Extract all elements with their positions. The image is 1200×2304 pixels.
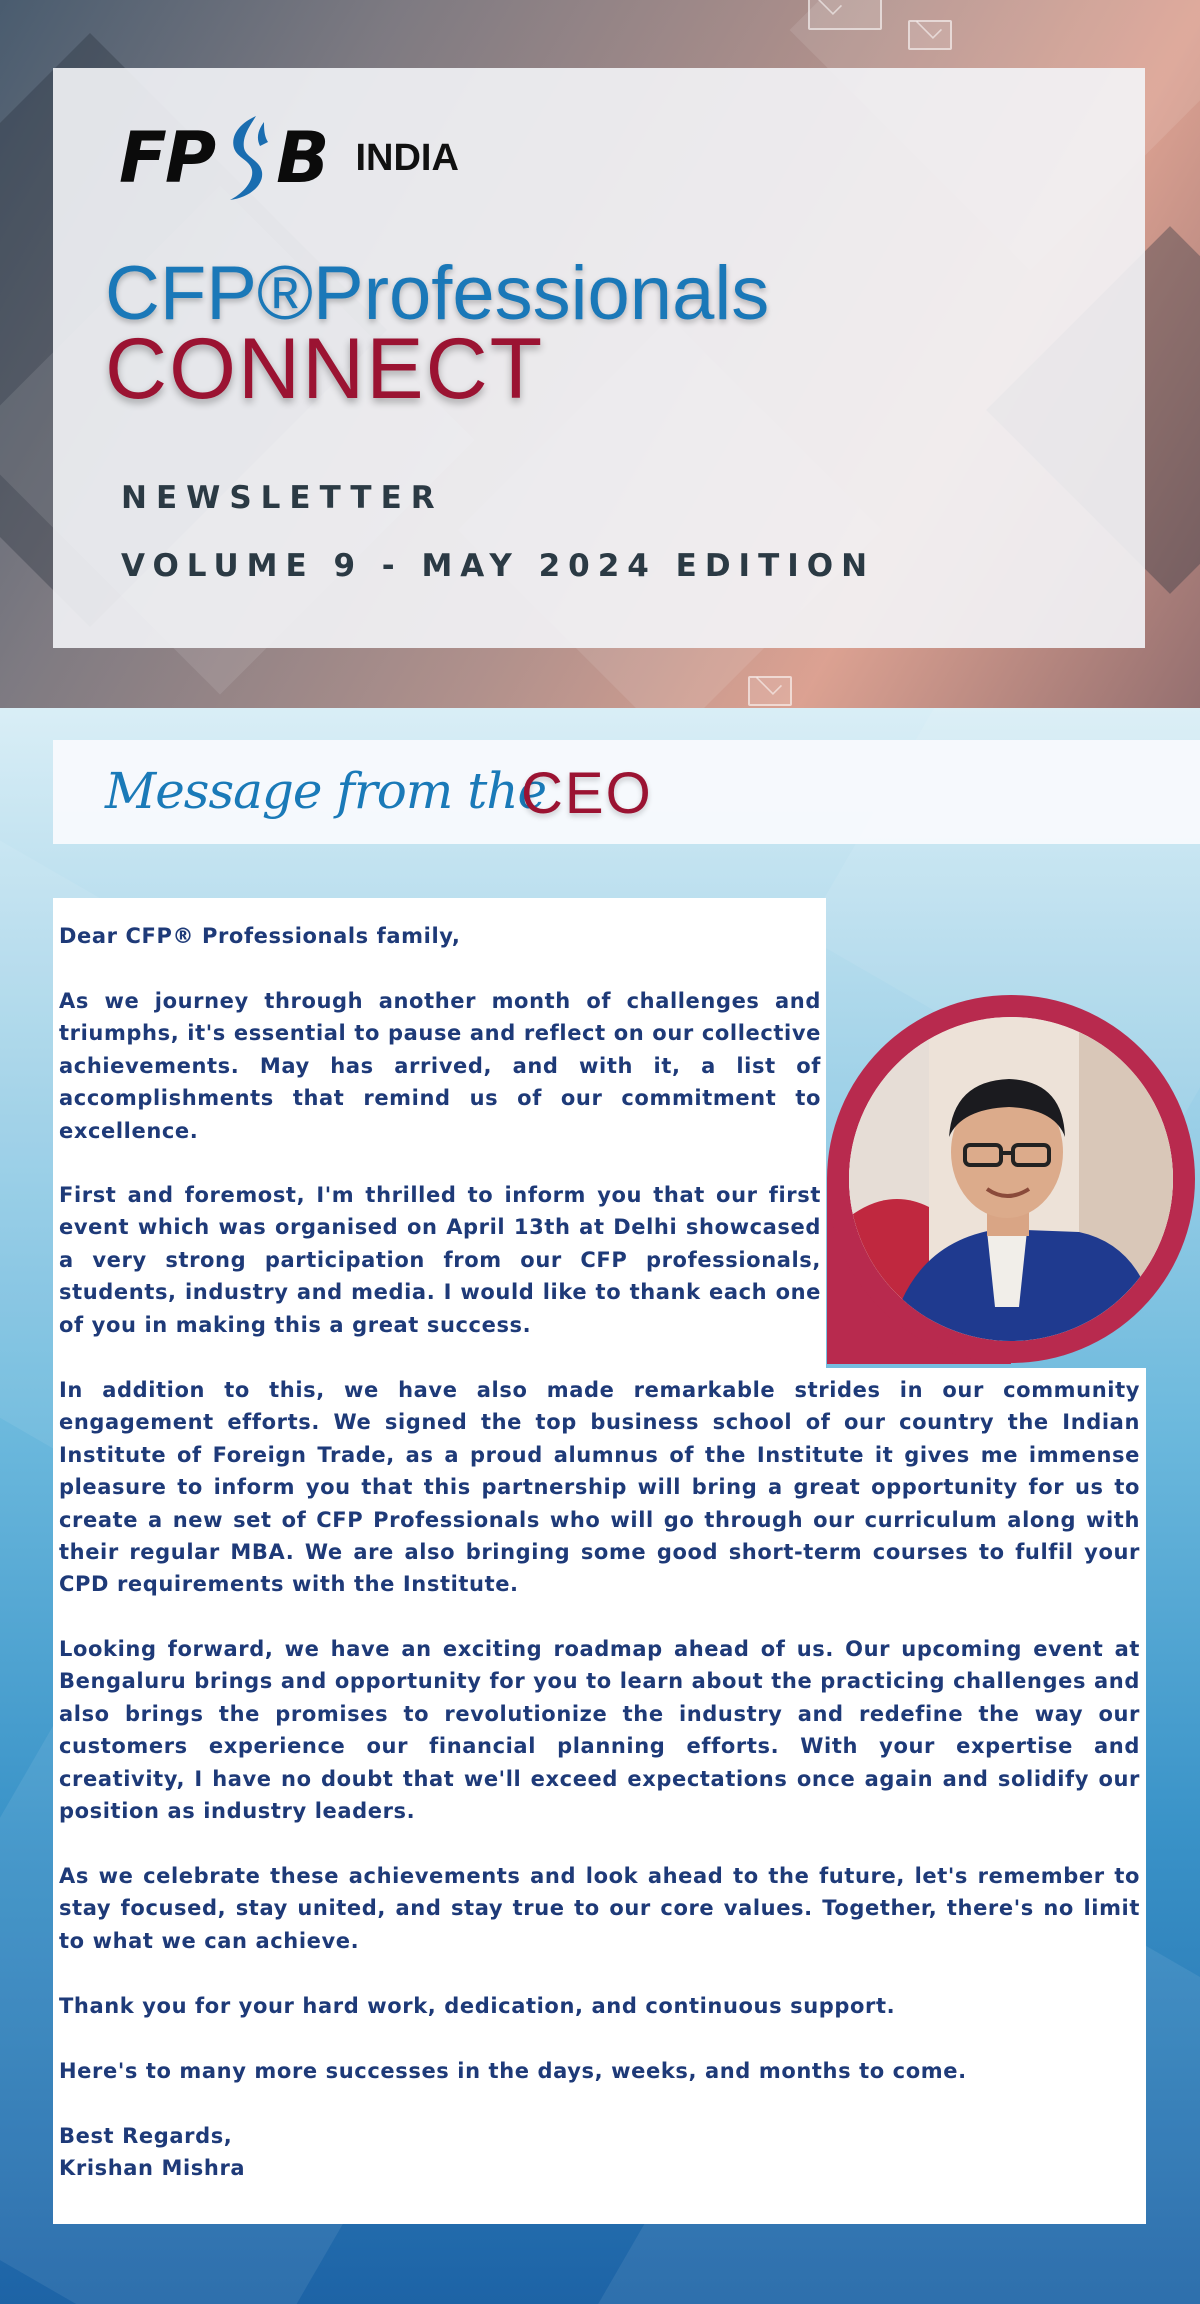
message-signature: Krishan Mishra <box>59 2156 246 2180</box>
logo-text-fp: FP <box>119 117 215 199</box>
ceo-banner-title: CEO <box>521 761 653 826</box>
ceo-message-banner <box>53 740 1200 844</box>
envelope-icon <box>908 20 952 50</box>
ceo-banner-script-text: Message from the <box>105 762 547 820</box>
ceo-portrait <box>849 1017 1173 1341</box>
edition-label: VOLUME 9 - MAY 2024 EDITION <box>121 548 876 584</box>
newsletter-title-line1: CFP®Professionals <box>105 251 770 336</box>
message-paragraph-2: First and foremost, I'm thrilled to inform you that our first event which was organised on April 13th at Delhi showcased a very strong participation from our CFP professionals, students, industry and media. I would like to thank each one of you in making this a great success. <box>59 1183 821 1337</box>
message-paragraph-1: As we journey through another month of challenges and triumphs, it's essential to pause and reflect on our collective achievements. May has arrived, and with it, a list of accomplishments that remind us of our commitment to excellence. <box>59 989 821 1143</box>
fpsb-s-mark-icon <box>212 112 278 204</box>
message-paragraph-6: Thank you for your hard work, dedication, and continuous support. <box>59 1994 896 2018</box>
header-banner <box>0 0 1200 708</box>
message-greeting: Dear CFP® Professionals family, <box>59 924 461 948</box>
envelope-icon <box>748 676 792 706</box>
message-signoff: Best Regards, <box>59 2124 233 2148</box>
title-card <box>53 68 1145 648</box>
ceo-portrait-image <box>849 1017 1173 1341</box>
message-paragraph-5: As we celebrate these achievements and look ahead to the future, let's remember to stay focused, stay united, and stay true to our core values. Together, there's no limit to what we can achieve. <box>59 1864 1140 1953</box>
logo-text-b: B <box>276 117 328 199</box>
envelope-icon <box>808 0 882 30</box>
message-paragraph-3: In addition to this, we have also made remarkable strides in our community engagement efforts. We signed the top business school of our country the Indian Institute of Foreign Trade, as a proud alumnus of the Institute it gives me immense pleasure to inform you that this partnership will bring a great opportunity for us to create a new set of CFP Professionals who will go through our curriculum along with their regular MBA. We are also bringing some good short-term courses to fulfil your CPD requirements with the Institute. <box>59 1378 1140 1597</box>
newsletter-title-line2: CONNECT <box>105 321 545 417</box>
logo-region: INDIA <box>355 136 459 179</box>
message-paragraph-7: Here's to many more successes in the days, weeks, and months to come. <box>59 2059 967 2083</box>
message-paragraph-4: Looking forward, we have an exciting roadmap ahead of us. Our upcoming event at Bengaluru brings and opportunity for you to learn about the practicing challenges and also brings the promises to revolutionize the industry and redefine the way our customers experience our financial planning efforts. With your expertise and creativity, I have no doubt that we'll exceed expectations once again and solidify our position as industry leaders. <box>59 1637 1140 1824</box>
fpsb-logo <box>119 112 459 204</box>
newsletter-label: NEWSLETTER <box>121 480 444 516</box>
